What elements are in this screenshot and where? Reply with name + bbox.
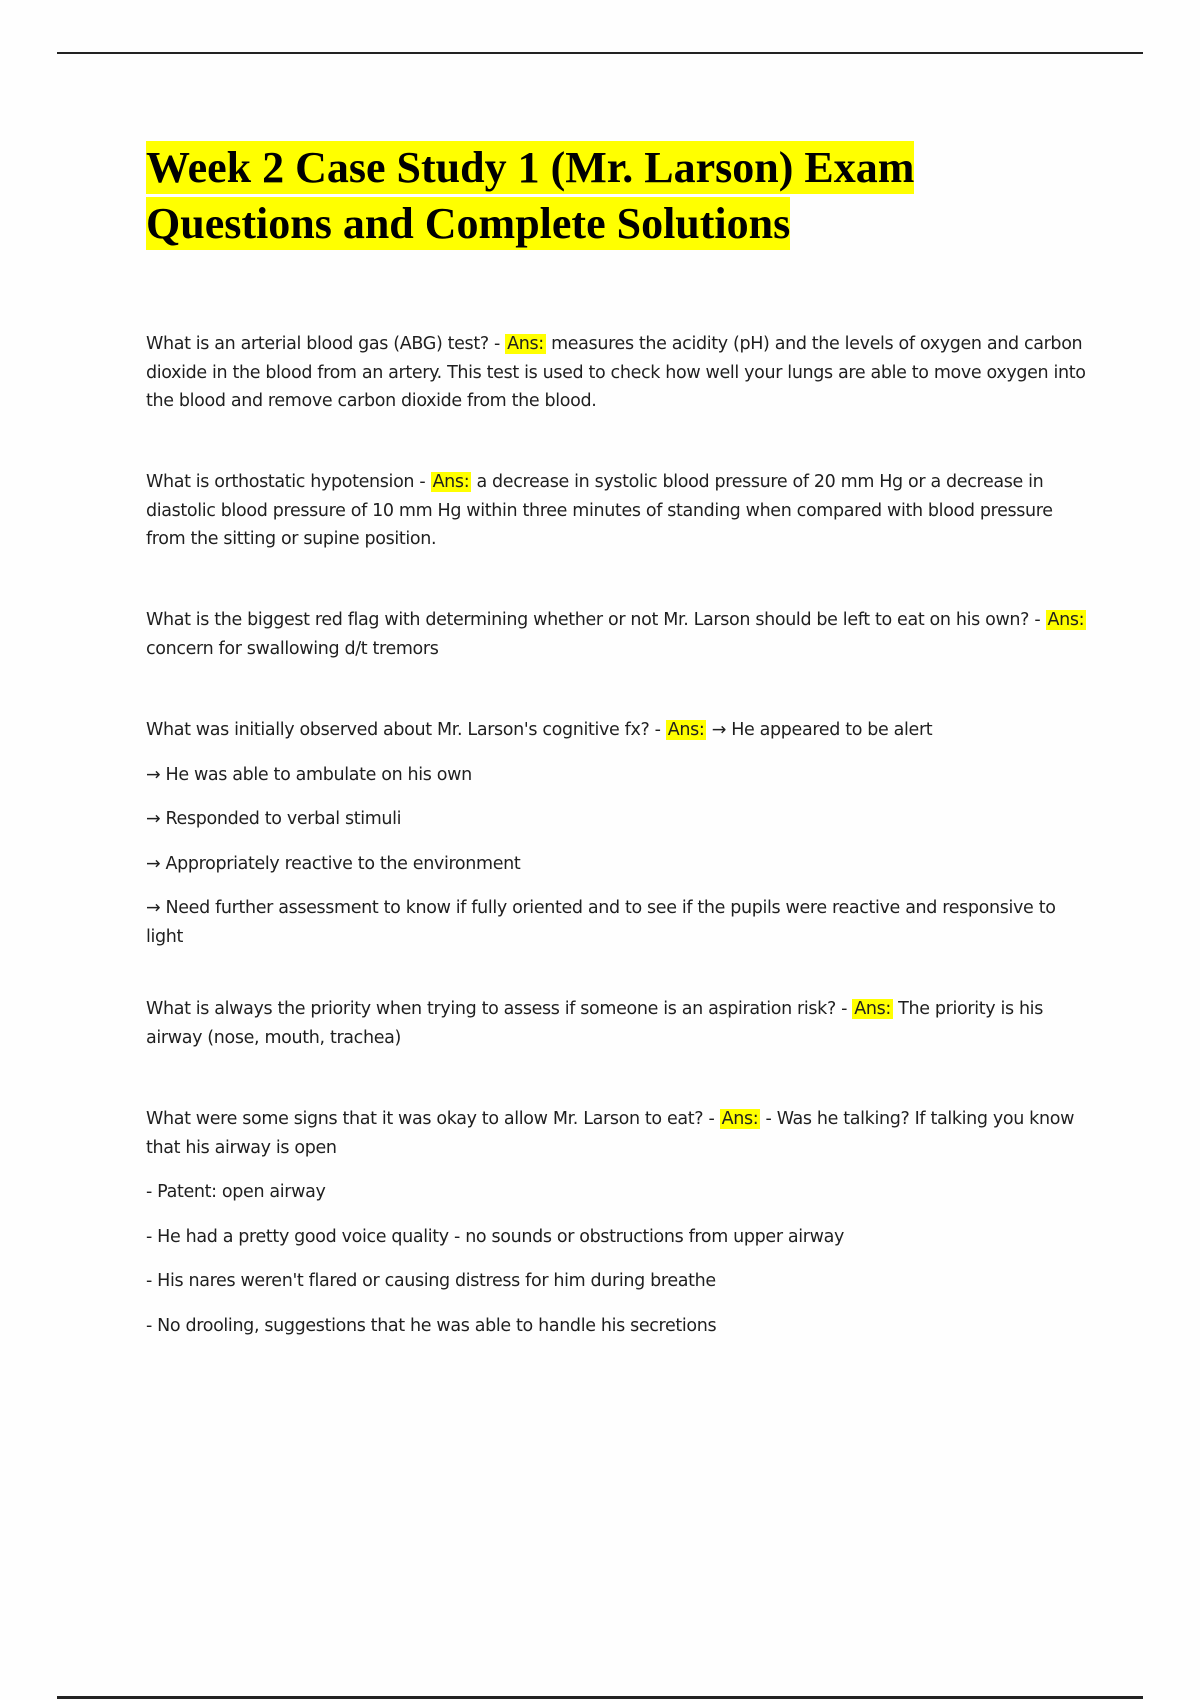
sub-item: → He was able to ambulate on his own	[146, 764, 472, 785]
qa-item-orthostatic	[146, 468, 1096, 554]
footer-rule	[57, 1696, 1143, 1699]
sub-item: - No drooling, suggestions that he was able to handle his secretions	[146, 1315, 717, 1336]
sub-item: → Responded to verbal stimuli	[146, 809, 402, 829]
question-text: What is orthostatic hypotension -	[146, 472, 431, 492]
ans-label: Ans:	[1047, 610, 1085, 630]
answer-text: → He appeared to be alert	[706, 720, 933, 740]
qa-item-abg	[146, 330, 1096, 416]
ans-label: Ans:	[432, 472, 470, 492]
title-line-2: Questions and Complete Solutions	[146, 199, 791, 248]
header-rule	[57, 52, 1143, 54]
qa-item-aspiration	[146, 995, 1096, 1052]
ans-label: Ans:	[721, 1109, 759, 1129]
answer-text: - Was he talking? If talking you know that his airway is open	[146, 1109, 1075, 1158]
document-title	[146, 140, 1096, 252]
sub-item: - His nares weren't flared or causing distress for him during breathe	[146, 1271, 716, 1291]
answer-text: concern for swallowing d/t tremors	[146, 638, 439, 659]
question-text: What is always the priority when trying to assess if someone is an aspiration risk? -	[146, 999, 853, 1019]
question-text: What is an arterial blood gas (ABG) test? -	[146, 334, 506, 354]
sub-item: → Need further assessment to know if fully oriented and to see if the pupils were reactive and responsive to light	[146, 898, 1056, 947]
answer-text: a decrease in systolic blood pressure of 20 mm Hg or a decrease in diastolic blood pressure of 10 mm Hg within three minutes of standing when compared with blood pressure from the sitting or supine position.	[146, 472, 1053, 549]
qa-item-cognitive	[146, 716, 1096, 951]
question-text: What was initially observed about Mr. Larson's cognitive fx? -	[146, 720, 666, 740]
sub-item: → Appropriately reactive to the environment	[146, 853, 521, 874]
title-line-1: Week 2 Case Study 1 (Mr. Larson) Exam	[146, 143, 915, 192]
sub-item: - Patent: open airway	[146, 1182, 326, 1202]
sub-item: - He had a pretty good voice quality - no sounds or obstructions from upper airway	[146, 1226, 844, 1247]
qa-item-red-flag	[146, 606, 1096, 663]
ans-label: Ans:	[507, 334, 544, 354]
answer-text: measures the acidity (pH) and the levels of oxygen and carbon dioxide in the blood from an artery. This test is used to check how well your lungs are able to move oxygen into the blood and remove carbon dioxide from the blood.	[146, 334, 1086, 411]
ans-label: Ans:	[854, 999, 891, 1019]
document-page	[146, 140, 1096, 1336]
question-text: What is the biggest red flag with determining whether or not Mr. Larson should be left to eat on his own? -	[146, 610, 1046, 630]
qa-item-eat-signs	[146, 1105, 1096, 1340]
ans-label: Ans:	[667, 720, 705, 740]
answer-text: The priority is his airway (nose, mouth, trachea)	[146, 999, 1043, 1048]
question-text: What were some signs that it was okay to allow Mr. Larson to eat? -	[146, 1109, 720, 1129]
